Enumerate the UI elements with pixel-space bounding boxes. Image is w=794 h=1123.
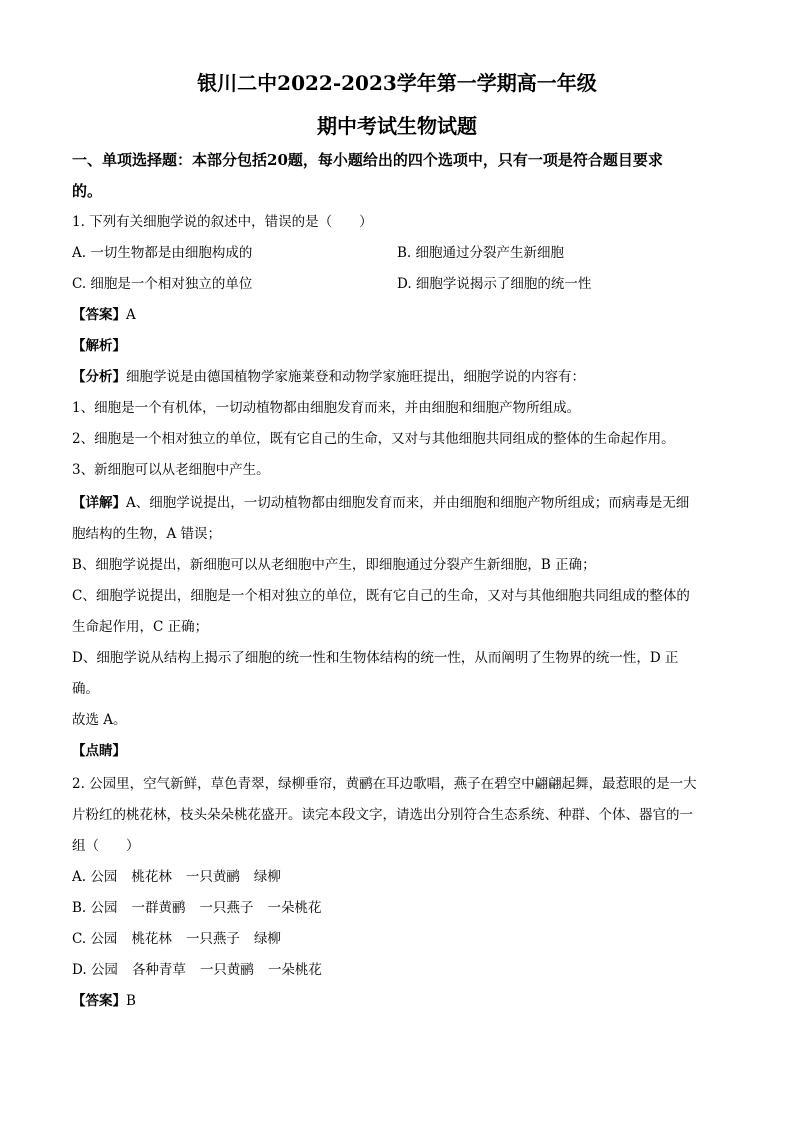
q1-xiangjie-line4: C、细胞学说提出，细胞是一个相对独立的单位，既有它自己的生命，又对与其他细胞共同组成的整体的 <box>72 588 690 604</box>
bracket-open: 【 <box>72 495 86 511</box>
option-part: 一只燕子 <box>199 900 254 916</box>
bracket-open: 【 <box>72 338 86 354</box>
q2-option-d <box>72 960 322 980</box>
q1-xiangjie-line7: 确。 <box>72 681 99 697</box>
option-part: 一只燕子 <box>185 931 240 947</box>
option-part: A. 公园 <box>72 869 118 885</box>
document-title-line2: 期中考试生物试题 <box>317 114 477 138</box>
bracket-close: 】 <box>112 495 126 511</box>
bracket-open: 【 <box>72 743 86 759</box>
q2-answer <box>72 991 136 1011</box>
xiangjie-label: 详解 <box>85 495 113 511</box>
q2-stem-line1: 2. 公园里，空气新鲜，草色青翠，绿柳垂帘，黄鹂在耳边歌唱，燕子在碧空中翩翩起舞，最惹眼的是一大 <box>72 776 697 792</box>
q1-point-2: 2、细胞是一个相对独立的单位，既有它自己的生命，又对与其他细胞共同组成的整体的生命起作用。 <box>72 431 675 447</box>
q1-point-1: 1、细胞是一个有机体，一切动植物都由细胞发育而来，并由细胞和细胞产物所组成。 <box>72 400 581 416</box>
bracket-close: 】 <box>112 338 126 354</box>
document-title-line1: 银川二中2022-2023学年第一学期高一年级 <box>197 71 597 95</box>
option-part: 桃花林 <box>131 931 172 947</box>
q1-stem: 1. 下列有关细胞学说的叙述中，错误的是（ ） <box>72 214 373 230</box>
q1-option-d: D. 细胞学说揭示了细胞的统一性 <box>397 276 592 292</box>
q1-xiangjie-line5: 生命起作用，C 正确； <box>72 619 209 635</box>
option-part: 一群黄鹂 <box>131 900 186 916</box>
q2-stem-line3: 组（ ） <box>72 838 140 854</box>
option-part: 一只黄鹂 <box>199 962 254 978</box>
fenxi-label: 分析 <box>85 369 113 385</box>
bracket-close: 】 <box>112 307 126 323</box>
dianjing-label: 点睛 <box>85 743 113 759</box>
q1-option-b: B. 细胞通过分裂产生新细胞 <box>397 245 565 261</box>
bracket-close: 】 <box>112 369 126 385</box>
option-part: 绿柳 <box>253 869 281 885</box>
option-part: 一朵桃花 <box>267 900 322 916</box>
q1-xiangjie-line1 <box>72 493 689 513</box>
xiangjie-text: A、细胞学说提出，一切动植物都由细胞发育而来，并由细胞和细胞产物所组成；而病毒是无细 <box>126 495 690 511</box>
option-part: 各种青草 <box>131 962 186 978</box>
answer-value: A <box>126 307 136 323</box>
q2-option-c <box>72 929 281 949</box>
option-part: 绿柳 <box>253 931 281 947</box>
q1-xiangjie-line3: B、细胞学说提出，新细胞可以从老细胞中产生，即细胞通过分裂产生新细胞，B 正确； <box>72 557 596 573</box>
q1-fenxi <box>72 367 585 387</box>
option-part: 桃花林 <box>131 869 172 885</box>
q1-option-a: A. 一切生物都是由细胞构成的 <box>72 245 253 261</box>
bracket-close: 】 <box>112 993 126 1009</box>
option-part: 一只黄鹂 <box>185 869 240 885</box>
q1-point-3: 3、新细胞可以从老细胞中产生。 <box>72 462 270 478</box>
section-heading-line1: 一、单项选择题：本部分包括20题，每小题给出的四个选项中，只有一项是符合题目要求 <box>72 151 663 169</box>
q1-answer <box>72 305 136 325</box>
q2-stem-line2: 片粉红的桃花林，枝头朵朵桃花盛开。读完本段文字，请选出分别符合生态系统、种群、个体、器官的一 <box>72 807 693 823</box>
option-part: C. 公园 <box>72 931 118 947</box>
bracket-open: 【 <box>72 369 86 385</box>
q1-dianjing-heading <box>72 741 126 761</box>
bracket-close: 】 <box>112 743 126 759</box>
answer-label: 答案 <box>85 993 113 1009</box>
q1-xiangjie-line6: D、细胞学说从结构上揭示了细胞的统一性和生物体结构的统一性，从而阐明了生物界的统一性，D 正 <box>72 650 679 666</box>
bracket-open: 【 <box>72 993 86 1009</box>
option-part: D. 公园 <box>72 962 118 978</box>
fenxi-text: 细胞学说是由德国植物学家施莱登和动物学家施旺提出，细胞学说的内容有： <box>126 369 585 385</box>
option-part: 一朵桃花 <box>267 962 322 978</box>
q1-conclusion: 故选 A。 <box>72 712 127 728</box>
q2-option-a <box>72 867 281 887</box>
option-part: B. 公园 <box>72 900 118 916</box>
answer-label: 答案 <box>85 307 113 323</box>
q1-analysis-heading <box>72 336 126 356</box>
q1-xiangjie-line2: 胞结构的生物，A 错误； <box>72 526 222 542</box>
section-heading-line2: 的。 <box>72 182 103 200</box>
analysis-label: 解析 <box>85 338 113 354</box>
bracket-open: 【 <box>72 307 86 323</box>
answer-value: B <box>126 993 136 1009</box>
q2-option-b <box>72 898 322 918</box>
q1-option-c: C. 细胞是一个相对独立的单位 <box>72 276 253 292</box>
